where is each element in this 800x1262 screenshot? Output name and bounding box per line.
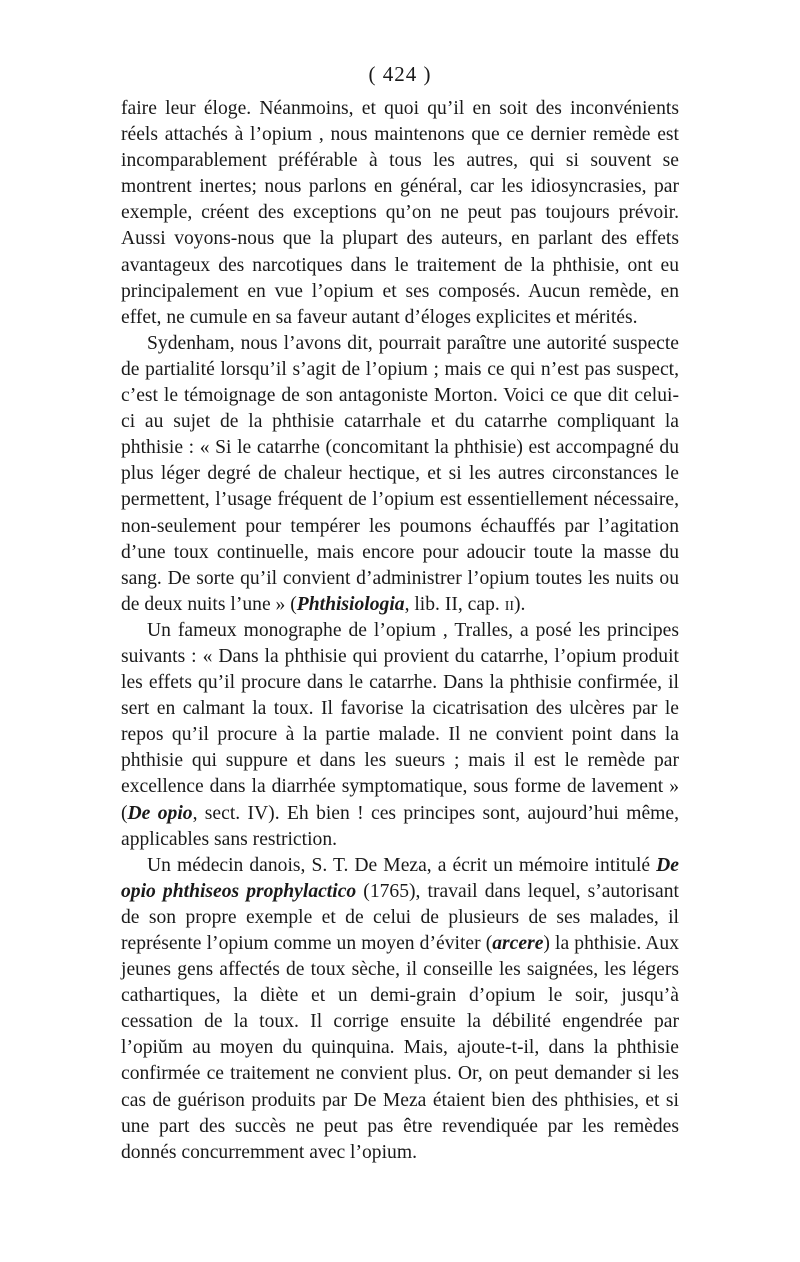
text-run: Un médecin danois, S. T. De Meza, a écrit un mémoire intitulé <box>147 854 657 876</box>
paragraph <box>121 853 679 1166</box>
text-run: Sydenham, nous l’avons dit, pourrait paraître une autorité suspecte de partialité lorsqu’il s’agit de l’opium ; mais ce qui n’est pas suspect, c’est le témoignage de son antagoniste Morton. Voici ce que dit celui-ci au sujet de la phthisie catarrhale et du catarrhe compliquant la phthisie : « Si le catarrhe (concomitant la phthisie) est accompagné du plus léger degré de chaleur hectique, et si les autres circonstances le permettent, l’usage fréquent de l’opium est essentiellement nécessaire, non-seulement pour tempérer les poumons échauffés par l’agitation d’une toux continuelle, mais encore pour adoucir toute la masse du sang. De sorte qu’il convient d’administrer l’opium toutes les nuits ou de deux nuits l’une » ( <box>121 332 679 615</box>
italic-citation: De opio phthiseos prophylactico <box>121 854 679 902</box>
italic-citation: arcere <box>492 933 544 954</box>
italic-citation: De opio <box>127 802 193 824</box>
book-page <box>121 62 679 1166</box>
page-body <box>121 96 679 1166</box>
text-run: ). <box>514 593 526 615</box>
paragraph <box>121 618 679 853</box>
text-run: , sect. IV). Eh bien ! ces principes sont, aujourd’hui même, applicables sans restriction. <box>121 802 679 850</box>
paragraph <box>121 331 679 618</box>
roman-numeral: ii <box>504 593 515 615</box>
paragraph <box>121 96 679 331</box>
text-run: faire leur éloge. Néanmoins, et quoi qu’il en soit des inconvénients réels attachés à l’opium , nous maintenons que ce dernier remède est incomparablement préférable à tous les autres, qui si souvent se montrent inertes; nous parlons en général, car les idiosyncrasies, par exemple, créent des exceptions qu’on ne peut pas toujours prévoir. Aussi voyons-nous que la plupart des auteurs, en parlant des effets avantageux des narcotiques dans le traitement de la phthisie, ont eu principalement en vue l’opium et ses composés. Aucun remède, en effet, ne cumule en sa faveur autant d’éloges explicites et mérités. <box>121 98 679 328</box>
text-run: ) la phthisie. Aux jeunes gens affectés de toux sèche, il conseille les saignées, les légers cathartiques, la diète et un demi-grain d’opium le soir, jusqu’à cessation de la toux. Il corrige ensuite la débilité engendrée par l’opiŭm au moyen du quinquina. Mais, ajoute-t-il, dans la phthisie confirmée ce traitement ne convient plus. Or, on peut demander si les cas de guérison produits par De Meza étaient bien des phthisies, et si une part des succès ne peut pas être revendiquée par les remèdes donnés concurremment avec l’opium. <box>121 933 679 1163</box>
italic-citation: Phthisiologia <box>296 593 405 615</box>
page-number: ( 424 ) <box>368 62 432 86</box>
text-run: (1765), travail dans lequel, s’autorisant de son propre exemple et de celui de plusieurs de ses malades, il représente l’opium comme un moyen d’éviter ( <box>121 880 679 954</box>
text-run: Un fameux monographe de l’opium , Tralles, a posé les principes suivants : « Dans la phthisie qui provient du catarrhe, l’opium produit les effets qu’il procure dans le catarrhe. Dans la phthisie confirmée, il sert en calmant la toux. Il favorise la cicatrisation des ulcères par le repos qu’il procure à la partie malade. Il ne convient point dans la phthisie qui suppure et dans les sueurs ; mais il est le remède par excellence dans la diarrhée symptomatique, sous forme de lavement » ( <box>121 619 679 824</box>
text-run: , lib. II, cap. <box>404 593 505 615</box>
